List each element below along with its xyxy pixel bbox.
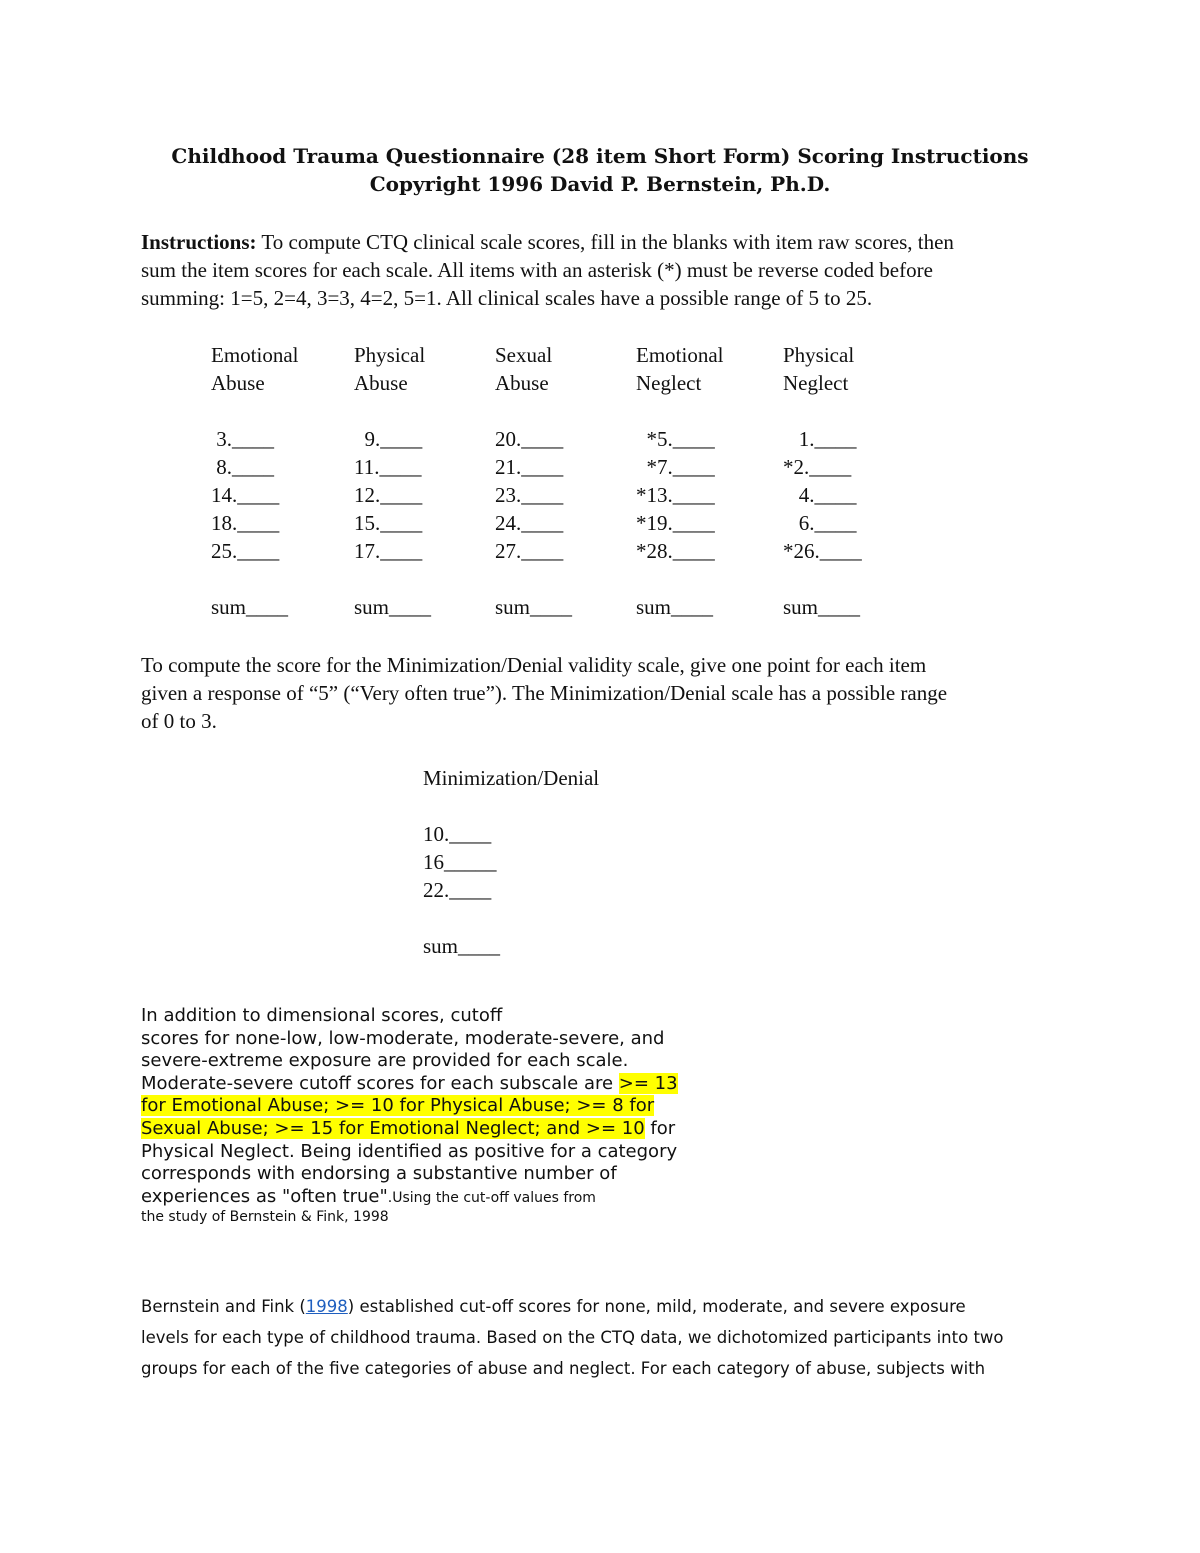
score-blank[interactable]: *13.____ — [636, 483, 715, 507]
scale-sexual-abuse — [495, 341, 572, 621]
score-blank[interactable]: *5.____ — [636, 427, 715, 451]
cutoff-line: In addition to dimensional scores, cutoff — [141, 1005, 503, 1026]
scale-header: Neglect — [636, 371, 702, 395]
highlighted-text: for Emotional Abuse; >= 10 for Physical Abuse; >= 8 for — [141, 1095, 655, 1117]
cutoff-line: for — [644, 1117, 676, 1139]
score-blank[interactable]: 4.____ — [783, 483, 857, 507]
score-blank[interactable]: 27.____ — [495, 539, 564, 563]
scale-header: Sexual — [495, 343, 553, 367]
score-blank[interactable]: 12.____ — [354, 483, 423, 507]
score-blank[interactable]: 17.____ — [354, 539, 423, 563]
cutoff-line: experiences as "often true" — [141, 1185, 388, 1207]
citation-link[interactable]: 1998 — [305, 1297, 348, 1316]
document-title: Childhood Trauma Questionnaire (28 item Short Form) Scoring Instructions — [171, 144, 1029, 168]
scale-header: Neglect — [783, 371, 849, 395]
cutoff-small-text: .Using the cut-off values from — [387, 1189, 596, 1206]
score-blank[interactable]: *7.____ — [636, 455, 715, 479]
paragraph-text: groups for each of the five categories of abuse and neglect. For each category of abuse, subjects with — [141, 1359, 986, 1378]
scale-header: Physical — [783, 343, 855, 367]
minimization-text-3: of 0 to 3. — [141, 709, 217, 733]
cutoff-line: severe-extreme exposure are provided for each scale. — [141, 1050, 629, 1072]
paragraph-text: levels for each type of childhood trauma. Based on the CTQ data, we dichotomized participants into two — [141, 1328, 1004, 1347]
paragraph-text: ) established cut-off scores for none, mild, moderate, and severe exposure — [347, 1297, 966, 1316]
instructions-text-2: sum the item scores for each scale. All items with an asterisk (*) must be reverse coded before — [141, 258, 933, 282]
cutoff-small-text: the study of Bernstein & Fink, 1998 — [141, 1209, 389, 1226]
score-blank[interactable]: *26.____ — [783, 539, 862, 563]
minimization-paragraph — [141, 651, 1071, 735]
score-blank[interactable]: 10.____ — [423, 822, 492, 846]
cutoff-line: Physical Neglect. Being identified as positive for a category — [141, 1140, 678, 1162]
cutoff-line: scores for none-low, low-moderate, moderate-severe, and — [141, 1027, 665, 1049]
sum-blank[interactable]: sum____ — [354, 595, 432, 619]
score-blank[interactable]: 9.____ — [354, 427, 423, 451]
scale-header: Minimization/Denial — [423, 766, 600, 790]
score-blank[interactable]: 14.____ — [211, 483, 280, 507]
score-blank[interactable]: *2.____ — [783, 455, 852, 479]
sum-blank[interactable]: sum____ — [211, 595, 289, 619]
cutoff-paragraph — [141, 1005, 761, 1227]
score-blank[interactable]: *19.____ — [636, 511, 715, 535]
sum-blank[interactable]: sum____ — [636, 595, 714, 619]
score-blank[interactable]: 18.____ — [211, 511, 280, 535]
score-blank[interactable]: 1.____ — [783, 427, 857, 451]
score-blank[interactable]: 21.____ — [495, 455, 564, 479]
sum-blank[interactable]: sum____ — [423, 934, 501, 958]
score-blank[interactable]: 3.____ — [211, 427, 274, 451]
score-blank[interactable]: 15.____ — [354, 511, 423, 535]
instructions-text-3: summing: 1=5, 2=4, 3=3, 4=2, 5=1. All clinical scales have a possible range of 5 to 25. — [141, 286, 873, 310]
score-blank[interactable]: 8.____ — [211, 455, 274, 479]
instructions-text-1: To compute CTQ clinical scale scores, fill in the blanks with item raw scores, then — [256, 230, 954, 254]
cutoff-line: corresponds with endorsing a substantive number of — [141, 1163, 617, 1185]
scale-header: Abuse — [211, 371, 265, 395]
score-blank[interactable]: 24.____ — [495, 511, 564, 535]
instructions-label: Instructions: — [141, 230, 257, 254]
paragraph-text: Bernstein and Fink ( — [141, 1297, 306, 1316]
bernstein-fink-paragraph — [141, 1291, 1071, 1384]
scale-emotional-abuse — [211, 341, 299, 621]
score-blank[interactable]: 11.____ — [354, 455, 422, 479]
score-blank[interactable]: 25.____ — [211, 539, 280, 563]
copyright-line: Copyright 1996 David P. Bernstein, Ph.D. — [369, 172, 831, 196]
score-blank[interactable]: 6.____ — [783, 511, 857, 535]
scale-header: Emotional — [211, 343, 299, 367]
highlighted-text: >= 13 — [618, 1072, 678, 1094]
sum-blank[interactable]: sum____ — [495, 595, 573, 619]
score-blank[interactable]: 16_____ — [423, 850, 497, 874]
scale-header: Abuse — [495, 371, 549, 395]
scale-emotional-neglect — [636, 341, 724, 621]
score-blank[interactable]: 23.____ — [495, 483, 564, 507]
instructions-paragraph — [141, 228, 1071, 312]
sum-blank[interactable]: sum____ — [783, 595, 861, 619]
minimization-text-2: given a response of “5” (“Very often true”). The Minimization/Denial scale has a possible range — [141, 681, 948, 705]
cutoff-line: Moderate-severe cutoff scores for each subscale are — [141, 1072, 619, 1094]
minimization-text-1: To compute the score for the Minimization/Denial validity scale, give one point for each item — [141, 653, 927, 677]
scale-header: Emotional — [636, 343, 724, 367]
scale-header: Abuse — [354, 371, 408, 395]
highlighted-text: Sexual Abuse; >= 15 for Emotional Neglect; and >= 10 — [141, 1117, 645, 1139]
scale-physical-neglect — [783, 341, 862, 621]
score-blank[interactable]: 20.____ — [495, 427, 564, 451]
scale-physical-abuse — [354, 341, 431, 621]
minimization-denial-scale — [423, 764, 599, 960]
scale-header: Physical — [354, 343, 426, 367]
score-blank[interactable]: 22.____ — [423, 878, 492, 902]
score-blank[interactable]: *28.____ — [636, 539, 715, 563]
